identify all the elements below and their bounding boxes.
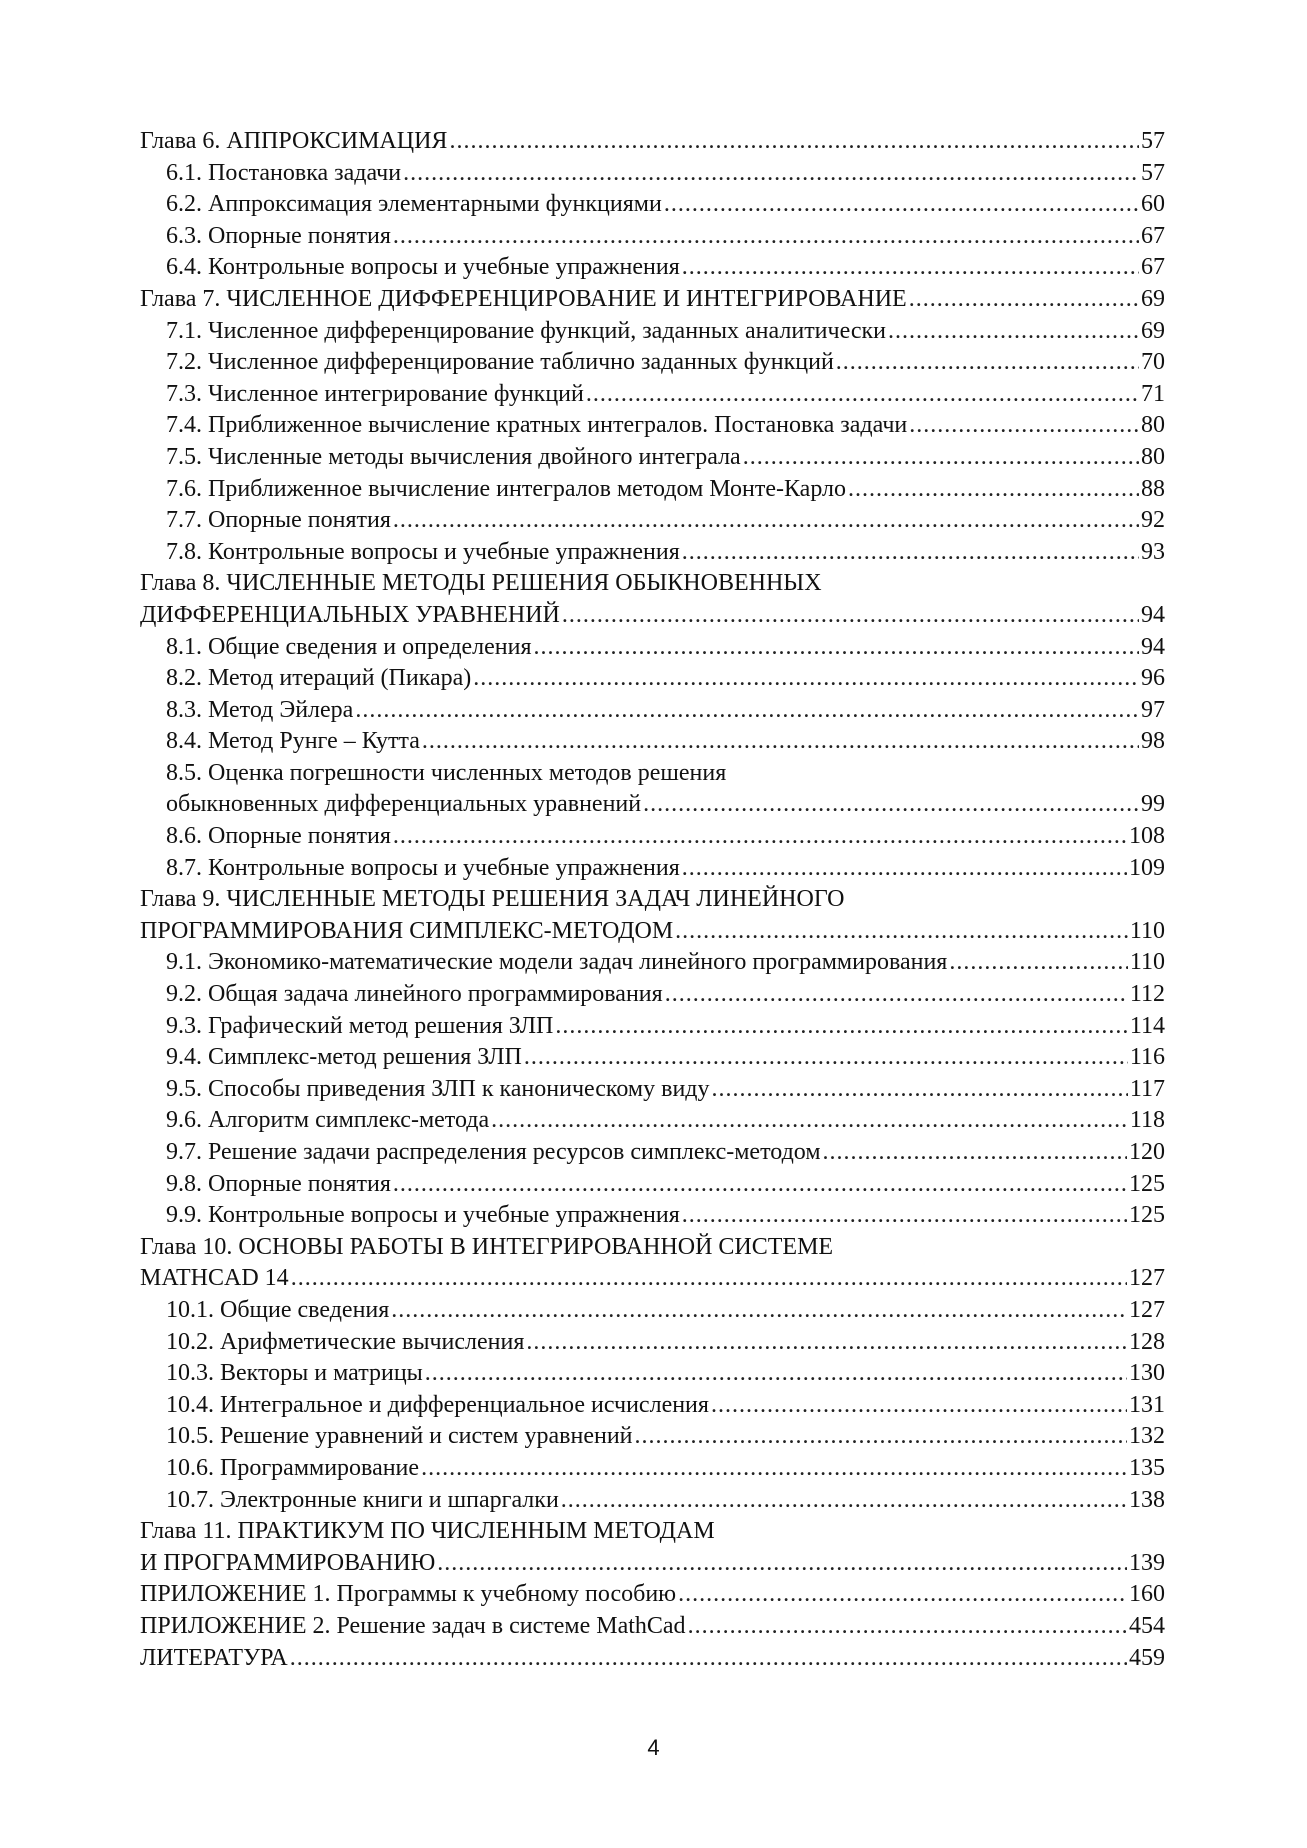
toc-entry-title: 10.7. Электронные книги и шпаргалки xyxy=(166,1486,559,1513)
toc-chapter-entry xyxy=(140,1548,1165,1580)
dot-leader xyxy=(393,1169,1127,1201)
toc-section-entry xyxy=(140,1453,1165,1485)
toc-entry-page: 127 xyxy=(1129,1265,1165,1292)
toc-entry-title: 9.5. Способы приведения ЗЛП к каноническому виду xyxy=(166,1075,710,1102)
dot-leader xyxy=(421,1453,1127,1485)
dot-leader xyxy=(848,474,1139,506)
toc-entry-page: 94 xyxy=(1141,633,1165,660)
toc-entry-page: 118 xyxy=(1129,1107,1165,1134)
toc-entry-title: 9.4. Симплекс-метод решения ЗЛП xyxy=(166,1044,522,1071)
toc-section-entry xyxy=(140,1485,1165,1517)
toc-entry-page: 138 xyxy=(1129,1486,1165,1513)
toc-chapter-entry xyxy=(140,884,1165,916)
toc-entry-title: 9.8. Опорные понятия xyxy=(166,1170,391,1197)
dot-leader xyxy=(836,347,1139,379)
toc-entry-title: 9.6. Алгоритм симплекс-метода xyxy=(166,1107,490,1134)
toc-entry-page: 67 xyxy=(1141,222,1165,249)
toc-section-entry xyxy=(140,347,1165,379)
dot-leader xyxy=(524,1042,1128,1074)
toc-section-entry xyxy=(140,1011,1165,1043)
toc-entry-page: 88 xyxy=(1141,475,1165,502)
toc-entry-title: 9.1. Экономико-математические модели задач линейного программирования xyxy=(166,949,948,976)
dot-leader xyxy=(682,537,1139,569)
toc-section-entry xyxy=(140,1105,1165,1137)
toc-entry-title: 8.6. Опорные понятия xyxy=(166,823,391,850)
dot-leader xyxy=(682,853,1127,885)
toc-entry-page: 130 xyxy=(1129,1360,1165,1387)
toc-entry-title: 8.3. Метод Эйлера xyxy=(166,696,354,723)
dot-leader xyxy=(393,221,1139,253)
toc-section-entry xyxy=(140,158,1165,190)
toc-entry-title: Глава 10. ОСНОВЫ РАБОТЫ В ИНТЕГРИРОВАННОЙ СИСТЕМЕ xyxy=(140,1233,834,1260)
toc-entry-page: 94 xyxy=(1141,601,1165,628)
dot-leader xyxy=(422,726,1139,758)
toc-section-entry xyxy=(140,505,1165,537)
toc-section-entry xyxy=(140,1358,1165,1390)
toc-entry-page: 125 xyxy=(1129,1170,1165,1197)
dot-leader xyxy=(561,1485,1127,1517)
toc-section-entry xyxy=(140,221,1165,253)
toc-entry-title: обыкновенных дифференциальных уравнений xyxy=(166,791,642,818)
toc-entry-title: Глава 7. ЧИСЛЕННОЕ ДИФФЕРЕНЦИРОВАНИЕ И ИНТЕГРИРОВАНИЕ xyxy=(140,285,907,312)
dot-leader xyxy=(437,1548,1127,1580)
toc-section-entry xyxy=(140,410,1165,442)
dot-leader xyxy=(403,158,1139,190)
toc-entry-title: 8.2. Метод итераций (Пикара) xyxy=(166,665,472,692)
toc-entry-title: 10.1. Общие сведения xyxy=(166,1296,390,1323)
toc-entry-page: 97 xyxy=(1141,696,1165,723)
toc-entry-page: 112 xyxy=(1129,981,1165,1008)
toc-entry-page: 80 xyxy=(1141,443,1165,470)
toc-entry-page: 114 xyxy=(1129,1012,1165,1039)
toc-section-entry xyxy=(140,632,1165,664)
toc-section-entry xyxy=(140,1074,1165,1106)
dot-leader xyxy=(425,1358,1127,1390)
dot-leader xyxy=(711,1390,1127,1422)
toc-entry-page: 92 xyxy=(1141,507,1165,534)
dot-leader xyxy=(555,1011,1128,1043)
toc-section-entry xyxy=(140,821,1165,853)
toc-section-entry xyxy=(140,316,1165,348)
dot-leader xyxy=(449,126,1139,158)
toc-entry-title: MATHCAD 14 xyxy=(140,1265,289,1292)
toc-section-entry xyxy=(140,189,1165,221)
toc-section-entry xyxy=(140,1421,1165,1453)
dot-leader xyxy=(888,316,1139,348)
toc-entry-page: 96 xyxy=(1141,665,1165,692)
toc-section-entry xyxy=(140,789,1165,821)
dot-leader xyxy=(391,1295,1127,1327)
toc-entry-page: 128 xyxy=(1129,1328,1165,1355)
toc-entry-page: 60 xyxy=(1141,191,1165,218)
toc-entry-page: 110 xyxy=(1129,949,1165,976)
toc-entry-title: И ПРОГРАММИРОВАНИЮ xyxy=(140,1549,436,1576)
dot-leader xyxy=(562,600,1139,632)
toc-entry-page: 459 xyxy=(1129,1644,1165,1671)
toc-section-entry xyxy=(140,853,1165,885)
toc-entry-page: 132 xyxy=(1129,1423,1165,1450)
toc-entry-title: 10.5. Решение уравнений и систем уравнений xyxy=(166,1423,633,1450)
dot-leader xyxy=(393,505,1139,537)
dot-leader xyxy=(355,695,1139,727)
toc-chapter-entry xyxy=(140,126,1165,158)
toc-entry-page: 93 xyxy=(1141,538,1165,565)
toc-section-entry xyxy=(140,947,1165,979)
toc-entry-page: 131 xyxy=(1129,1391,1165,1418)
toc-section-entry xyxy=(140,252,1165,284)
toc-entry-title: 9.3. Графический метод решения ЗЛП xyxy=(166,1012,554,1039)
dot-leader xyxy=(909,410,1139,442)
toc-entry-title: ПРИЛОЖЕНИЕ 1. Программы к учебному пособию xyxy=(140,1581,677,1608)
toc-entry-title: 6.4. Контрольные вопросы и учебные упражнения xyxy=(166,254,680,281)
toc-entry-page: 98 xyxy=(1141,728,1165,755)
toc-section-entry xyxy=(140,1169,1165,1201)
toc-section-entry xyxy=(140,1137,1165,1169)
dot-leader xyxy=(526,1327,1127,1359)
toc-entry-title: ПРОГРАММИРОВАНИЯ СИМПЛЕКС-МЕТОДОМ xyxy=(140,917,674,944)
toc-entry-title: 8.1. Общие сведения и определения xyxy=(166,633,532,660)
toc-chapter-entry xyxy=(140,1263,1165,1295)
dot-leader xyxy=(682,1200,1127,1232)
toc-chapter-entry xyxy=(140,568,1165,600)
toc-chapter-entry xyxy=(140,284,1165,316)
dot-leader xyxy=(664,189,1139,221)
toc-entry-page: 135 xyxy=(1129,1454,1165,1481)
toc-section-entry xyxy=(140,758,1165,790)
toc-entry-page: 70 xyxy=(1141,349,1165,376)
dot-leader xyxy=(290,1643,1127,1675)
toc-entry-page: 125 xyxy=(1129,1202,1165,1229)
toc-section-entry xyxy=(140,1042,1165,1074)
toc-section-entry xyxy=(140,1200,1165,1232)
toc-entry-title: 10.2. Арифметические вычисления xyxy=(166,1328,525,1355)
toc-entry-page: 80 xyxy=(1141,412,1165,439)
toc-chapter-entry xyxy=(140,1516,1165,1548)
toc-entry-title: 7.3. Численное интегрирование функций xyxy=(166,380,584,407)
toc-chapter-entry xyxy=(140,1611,1165,1643)
dot-leader xyxy=(682,252,1139,284)
toc-chapter-entry xyxy=(140,1232,1165,1264)
toc-entry-title: ДИФФЕРЕНЦИАЛЬНЫХ УРАВНЕНИЙ xyxy=(140,601,560,628)
toc-entry-title: 7.6. Приближенное вычисление интегралов методом Монте-Карло xyxy=(166,475,846,502)
toc-entry-title: ЛИТЕРАТУРА xyxy=(140,1644,288,1671)
toc-entry-page: 127 xyxy=(1129,1296,1165,1323)
toc-entry-title: 8.7. Контрольные вопросы и учебные упражнения xyxy=(166,854,680,881)
dot-leader xyxy=(473,663,1139,695)
toc-section-entry xyxy=(140,474,1165,506)
toc-entry-title: 10.4. Интегральное и дифференциальное исчисления xyxy=(166,1391,709,1418)
dot-leader xyxy=(491,1105,1128,1137)
dot-leader xyxy=(949,947,1128,979)
table-of-contents xyxy=(140,126,1165,1674)
toc-entry-title: 10.3. Векторы и матрицы xyxy=(166,1360,423,1387)
toc-entry-title: 8.4. Метод Рунге – Кутта xyxy=(166,728,420,755)
dot-leader xyxy=(675,916,1128,948)
toc-entry-page: 69 xyxy=(1141,285,1165,312)
toc-entry-title: 6.2. Аппроксимация элементарными функциями xyxy=(166,191,662,218)
dot-leader xyxy=(643,789,1139,821)
dot-leader xyxy=(743,442,1139,474)
dot-leader xyxy=(909,284,1139,316)
toc-entry-title: 10.6. Программирование xyxy=(166,1454,420,1481)
dot-leader xyxy=(291,1263,1127,1295)
toc-section-entry xyxy=(140,1327,1165,1359)
toc-entry-title: 7.8. Контрольные вопросы и учебные упражнения xyxy=(166,538,680,565)
dot-leader xyxy=(635,1421,1128,1453)
toc-section-entry xyxy=(140,1390,1165,1422)
dot-leader xyxy=(393,821,1127,853)
toc-entry-title: 9.7. Решение задачи распределения ресурсов симплекс-методом xyxy=(166,1139,821,1165)
toc-entry-page: 108 xyxy=(1129,823,1165,850)
toc-entry-title: 9.9. Контрольные вопросы и учебные упражнения xyxy=(166,1202,680,1229)
toc-entry-page: 57 xyxy=(1141,128,1165,154)
dot-leader xyxy=(586,379,1139,411)
toc-entry-title: Глава 11. ПРАКТИКУМ ПО ЧИСЛЕННЫМ МЕТОДАМ xyxy=(140,1518,715,1545)
toc-section-entry xyxy=(140,442,1165,474)
dot-leader xyxy=(823,1137,1127,1169)
toc-section-entry xyxy=(140,726,1165,758)
toc-chapter-entry xyxy=(140,600,1165,632)
toc-entry-page: 109 xyxy=(1129,854,1165,881)
toc-entry-page: 110 xyxy=(1129,917,1165,944)
toc-entry-title: ПРИЛОЖЕНИЕ 2. Решение задач в системе MathCad xyxy=(140,1612,686,1639)
toc-entry-title: Глава 6. АППРОКСИМАЦИЯ xyxy=(140,128,448,154)
toc-chapter-entry xyxy=(140,1643,1165,1675)
toc-entry-title: 6.3. Опорные понятия xyxy=(166,222,391,249)
toc-entry-title: 9.2. Общая задача линейного программирования xyxy=(166,981,663,1008)
toc-entry-page: 67 xyxy=(1141,254,1165,281)
toc-chapter-entry xyxy=(140,1579,1165,1611)
toc-entry-page: 57 xyxy=(1141,159,1165,186)
toc-entry-page: 160 xyxy=(1129,1581,1165,1608)
dot-leader xyxy=(688,1611,1127,1643)
toc-entry-page: 116 xyxy=(1129,1044,1165,1071)
toc-section-entry xyxy=(140,1295,1165,1327)
page-number: 4 xyxy=(647,1735,660,1760)
dot-leader xyxy=(678,1579,1127,1611)
dot-leader xyxy=(534,632,1139,664)
toc-entry-page: 117 xyxy=(1129,1075,1165,1102)
toc-entry-page: 454 xyxy=(1129,1612,1165,1639)
toc-section-entry xyxy=(140,695,1165,727)
toc-section-entry xyxy=(140,663,1165,695)
toc-entry-page: 71 xyxy=(1141,380,1165,407)
toc-entry-page: 99 xyxy=(1141,791,1165,818)
toc-section-entry xyxy=(140,379,1165,411)
toc-entry-title: 7.7. Опорные понятия xyxy=(166,507,391,534)
toc-chapter-entry xyxy=(140,916,1165,948)
toc-entry-title: 7.5. Численные методы вычисления двойного интеграла xyxy=(166,443,741,470)
toc-entry-title: 7.4. Приближенное вычисление кратных интегралов. Постановка задачи xyxy=(166,412,908,439)
toc-entry-title: Глава 8. ЧИСЛЕННЫЕ МЕТОДЫ РЕШЕНИЯ ОБЫКНОВЕННЫХ xyxy=(140,570,822,597)
toc-entry-title: Глава 9. ЧИСЛЕННЫЕ МЕТОДЫ РЕШЕНИЯ ЗАДАЧ ЛИНЕЙНОГО xyxy=(140,886,845,913)
toc-entry-page: 120 xyxy=(1129,1139,1165,1165)
toc-entry-title: 7.1. Численное дифференцирование функций, заданных аналитически xyxy=(166,317,886,344)
toc-entry-page: 139 xyxy=(1129,1549,1165,1576)
toc-section-entry xyxy=(140,537,1165,569)
toc-entry-title: 7.2. Численное дифференцирование таблично заданных функций xyxy=(166,349,834,376)
dot-leader xyxy=(712,1074,1128,1106)
toc-section-entry xyxy=(140,979,1165,1011)
dot-leader xyxy=(665,979,1128,1011)
toc-entry-title: 6.1. Постановка задачи xyxy=(166,159,402,186)
toc-entry-page: 69 xyxy=(1141,317,1165,344)
toc-entry-title: 8.5. Оценка погрешности численных методов решения xyxy=(166,759,727,786)
